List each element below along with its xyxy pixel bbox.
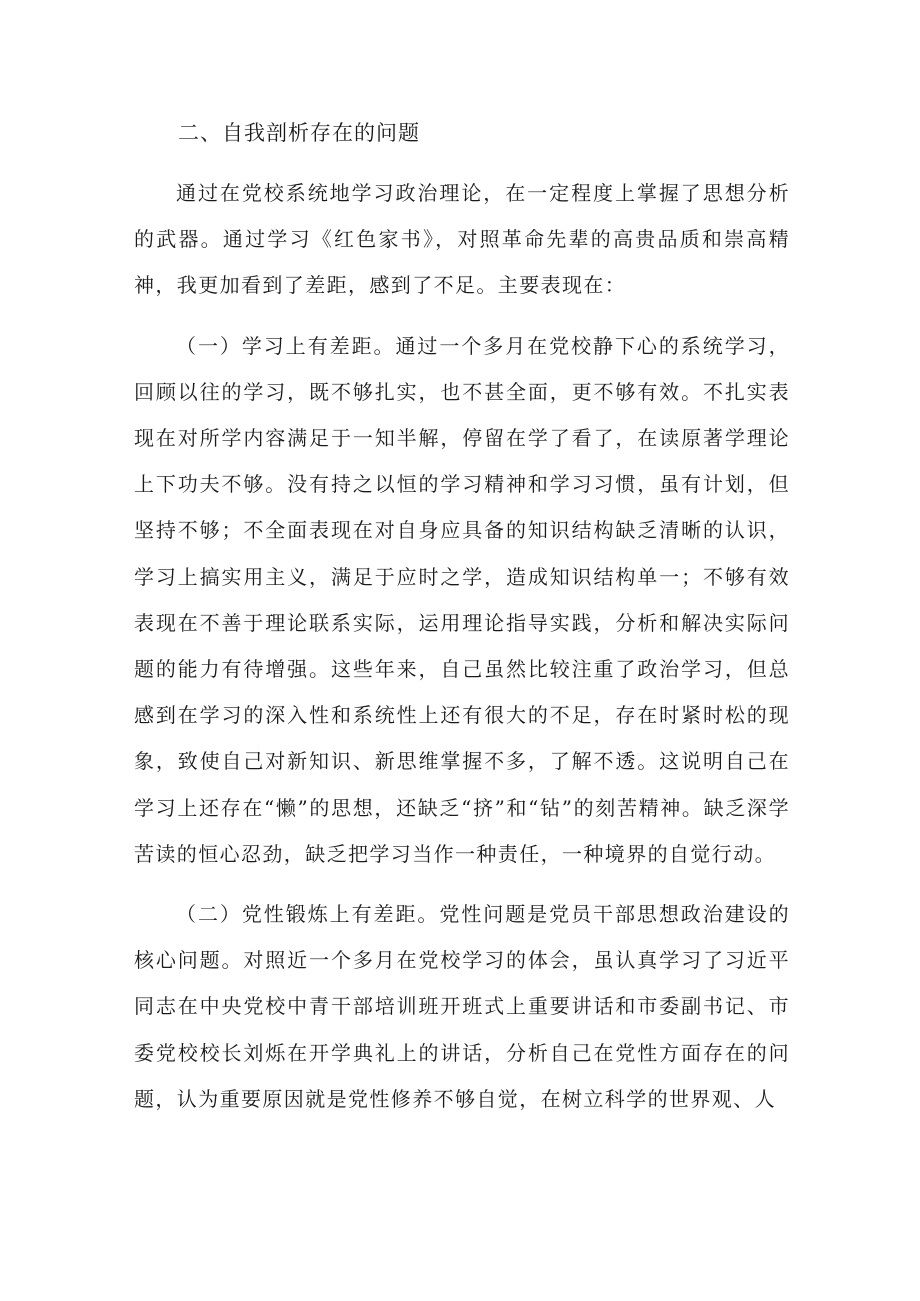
document-body bbox=[134, 110, 790, 1122]
party-spirit-paragraph: （二）党性锻炼上有差距。党性问题是党员干部思想政治建设的核心问题。对照近一个多月在党校学习的体会，虽认真学习了习近平同志在中央党校中青干部培训班开班式上重要讲话和市委副书记、市委党校校长刘烁在开学典礼上的讲话，分析自己在党性方面存在的问题，认为重要原因就是党性修养不够自觉，在树立科学的世界观、人 bbox=[134, 902, 790, 1111]
section-heading: 二、自我剖析存在的问题 bbox=[178, 121, 420, 145]
intro-paragraph: 通过在党校系统地学习政治理论，在一定程度上掌握了思想分析的武器。通过学习《红色家书》，对照革命先辈的高贵品质和崇高精神，我更加看到了差距，感到了不足。主要表现在： bbox=[134, 181, 790, 298]
study-gap-paragraph: （一）学习上有差距。通过一个多月在党校静下心的系统学习，回顾以往的学习，既不够扎实，也不甚全面，更不够有效。不扎实表现在对所学内容满足于一知半解，停留在学了看了，在读原著学理论上下功夫不够。没有持之以恒的学习精神和学习习惯，虽有计划，但坚持不够；不全面表现在对自身应具备的知识结构缺乏清晰的认识，学习上搞实用主义，满足于应时之学，造成知识结构单一；不够有效表现在不善于理论联系实际，运用理论指导实践，分析和解决实际问题的能力有待增强。这些年来，自己虽然比较注重了政治学习，但总感到在学习的深入性和系统性上还有很大的不足，存在时紧时松的现象，致使自己对新知识、新思维掌握不多，了解不透。这说明自己在学习上还存在“懒”的思想，还缺乏“挤”和“钻”的刻苦精神。缺乏深学苦读的恒心忍劲，缺乏把学习当作一种责任，一种境界的自觉行动。 bbox=[134, 333, 790, 866]
